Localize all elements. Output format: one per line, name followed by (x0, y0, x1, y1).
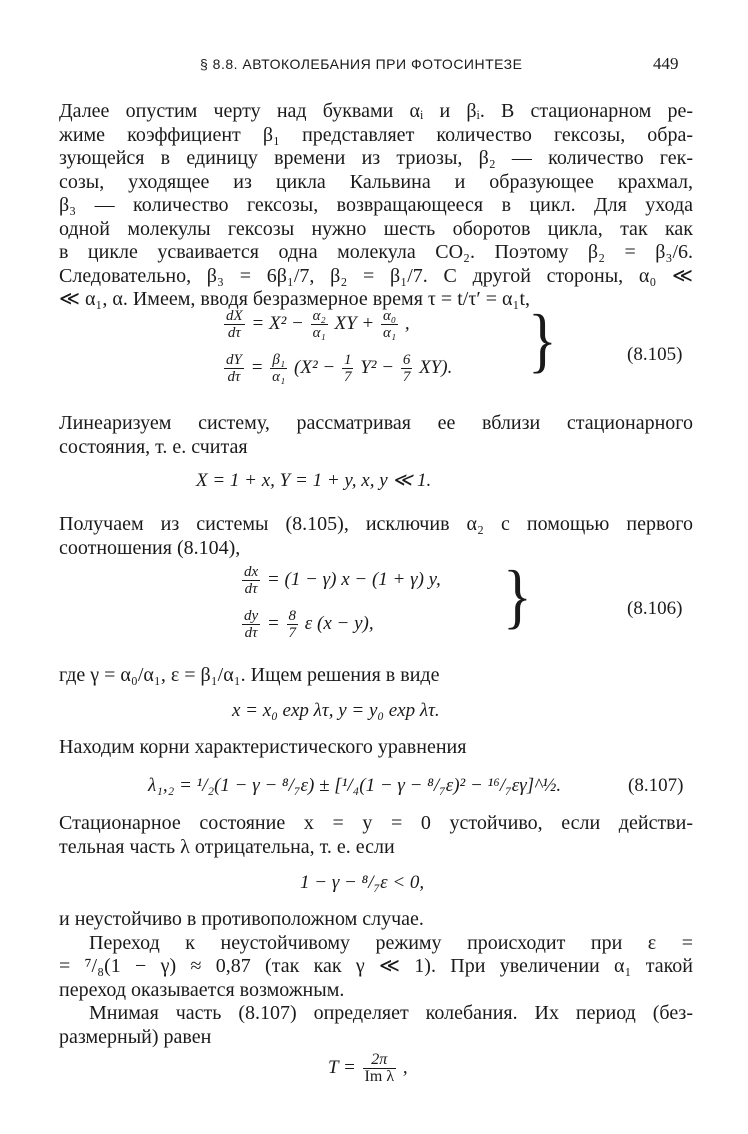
paragraph-7 (59, 908, 693, 1049)
fraction: $\frac{2\pi}{\text{Im λ}}$ (364, 1051, 395, 1085)
text-line: жиме коэффициент β₁ представляет количество гексозы, обра- (59, 123, 693, 146)
text-line: Стационарное состояние x = y = 0 устойчиво, если действи- (59, 812, 693, 834)
text-line: Следовательно, β₃ = 6β₁/7, β₂ = β₁/7. С другой стороны, α₀ ≪ (59, 264, 693, 287)
text-line: ≪ α₁, α. Имеем, вводя безразмерное время τ = t/τ′ = α₁t, (59, 288, 531, 310)
solution-form-equation: x = x₀ exp λτ, y = y₀ exp λτ. (232, 700, 440, 721)
running-title: § 8.8. АВТОКОЛЕБАНИЯ ПРИ ФОТОСИНТЕЗЕ (200, 56, 523, 72)
paragraph-4 (59, 664, 693, 688)
text-line: Мнимая часть (8.107) определяет колебания. Их период (без- (89, 1002, 693, 1024)
text-line: = ⁷/₈(1 − γ) ≈ 0,87 (так как γ ≪ 1). При увеличении α₁ такой (59, 955, 693, 977)
paragraph-6 (59, 812, 693, 859)
right-brace: } (528, 300, 557, 380)
text-line: зующейся в единицу времени из триозы, β₂ — количество гек- (59, 147, 693, 169)
period-equation: T = $\frac{2\pi}{\text{Im λ}}$ , (328, 1051, 408, 1085)
fraction: $\frac{8}{7}$ (288, 608, 296, 641)
fraction: $\frac{\text{α₂}}{\text{α₁}}$ (312, 308, 326, 341)
text-line: β₃ — количество гексозы, возвращающееся в цикл. Для ухода (59, 194, 693, 216)
text-line: Получаем из системы (8.105), исключив α₂ с помощью первого (59, 513, 693, 535)
text-line: Переход к неустойчивому режиму происходит при ε = (89, 931, 693, 954)
right-brace: } (503, 556, 532, 636)
equation-number: (8.106) (627, 598, 683, 619)
text-line: созы, уходящее из цикла Кальвина и образующее крахмал, (59, 170, 693, 193)
paragraph-2 (59, 412, 693, 459)
equation-8-105-line-2: $\frac{dY}{d\tau}$ = $\frac{\text{β₁}}{\text{α₁}}$ (X² − $\frac{1}{7}$ Y² − $\frac{6}{7}$ XY). (226, 352, 453, 385)
equation-number: (8.107) (628, 775, 684, 796)
fraction: $\frac{dY}{d\tau}$ (226, 352, 242, 385)
text-line: соотношения (8.104), (59, 536, 241, 559)
text-line: где γ = α₀/α₁, ε = β₁/α₁. Ищем решения в виде (59, 664, 440, 686)
text-line: одной молекулы гексозы нужно шесть оборотов цикла, так как (59, 217, 693, 240)
text-line: переход оказывается возможным. (59, 978, 345, 1001)
fraction: $\frac{dX}{d\tau}$ (226, 308, 243, 341)
fraction: $\frac{dy}{d\tau}$ (244, 608, 259, 641)
equation-8-106-line-2: $\frac{dy}{d\tau}$ = $\frac{8}{7}$ ε (x − y), (244, 608, 374, 641)
text-line: размерный) равен (59, 1025, 212, 1048)
fraction: $\frac{\text{β₁}}{\text{α₁}}$ (272, 352, 286, 385)
paragraph-5 (59, 736, 693, 760)
fraction: $\frac{dx}{d\tau}$ (244, 564, 259, 597)
text-line: и неустойчиво в противоположном случае. (59, 908, 424, 930)
page-number: 449 (653, 54, 679, 73)
text-line: Линеаризуем систему, рассматривая ее вблизи стационарного (59, 412, 693, 434)
linearization-equation: X = 1 + x, Y = 1 + y, x, y ≪ 1. (196, 470, 432, 491)
equation-8-106-line-1: $\frac{dx}{d\tau}$ = (1 − γ) x − (1 + γ) y, (244, 564, 441, 597)
text-line: тельная часть λ отрицательна, т. е. если (59, 835, 395, 858)
fraction: $\frac{6}{7}$ (402, 352, 411, 385)
text-line: Далее опустим черту над буквами αᵢ и βᵢ. В стационарном ре- (59, 100, 693, 122)
text-line: в цикле усваивается одна молекула CO₂. Поэтому β₂ = β₃/6. (59, 241, 693, 263)
text-line: состояния, т. е. считая (59, 435, 248, 458)
paragraph-1 (59, 100, 693, 312)
stability-condition: 1 − γ − ⁸/₇ε < 0, (300, 872, 425, 893)
paragraph-3 (59, 513, 693, 560)
equation-number: (8.105) (627, 344, 683, 365)
fraction: $\frac{1}{7}$ (343, 352, 352, 385)
page-header (0, 56, 748, 80)
equation-8-107: λ₁,₂ = ¹/₂(1 − γ − ⁸/₇ε) ± [¹/₄(1 − γ − ⁸/₇ε)² − ¹⁶/₇εγ]^½. (148, 775, 562, 796)
fraction: $\frac{\text{α₀}}{\text{α₁}}$ (382, 308, 397, 341)
text-line: Находим корни характеристического уравнения (59, 736, 467, 758)
equation-8-105-line-1: $\frac{dX}{d\tau}$ = X² − $\frac{\text{α₂}}{\text{α₁}}$ XY + $\frac{\text{α₀}}{\text{α₁}}$ , (226, 308, 410, 341)
